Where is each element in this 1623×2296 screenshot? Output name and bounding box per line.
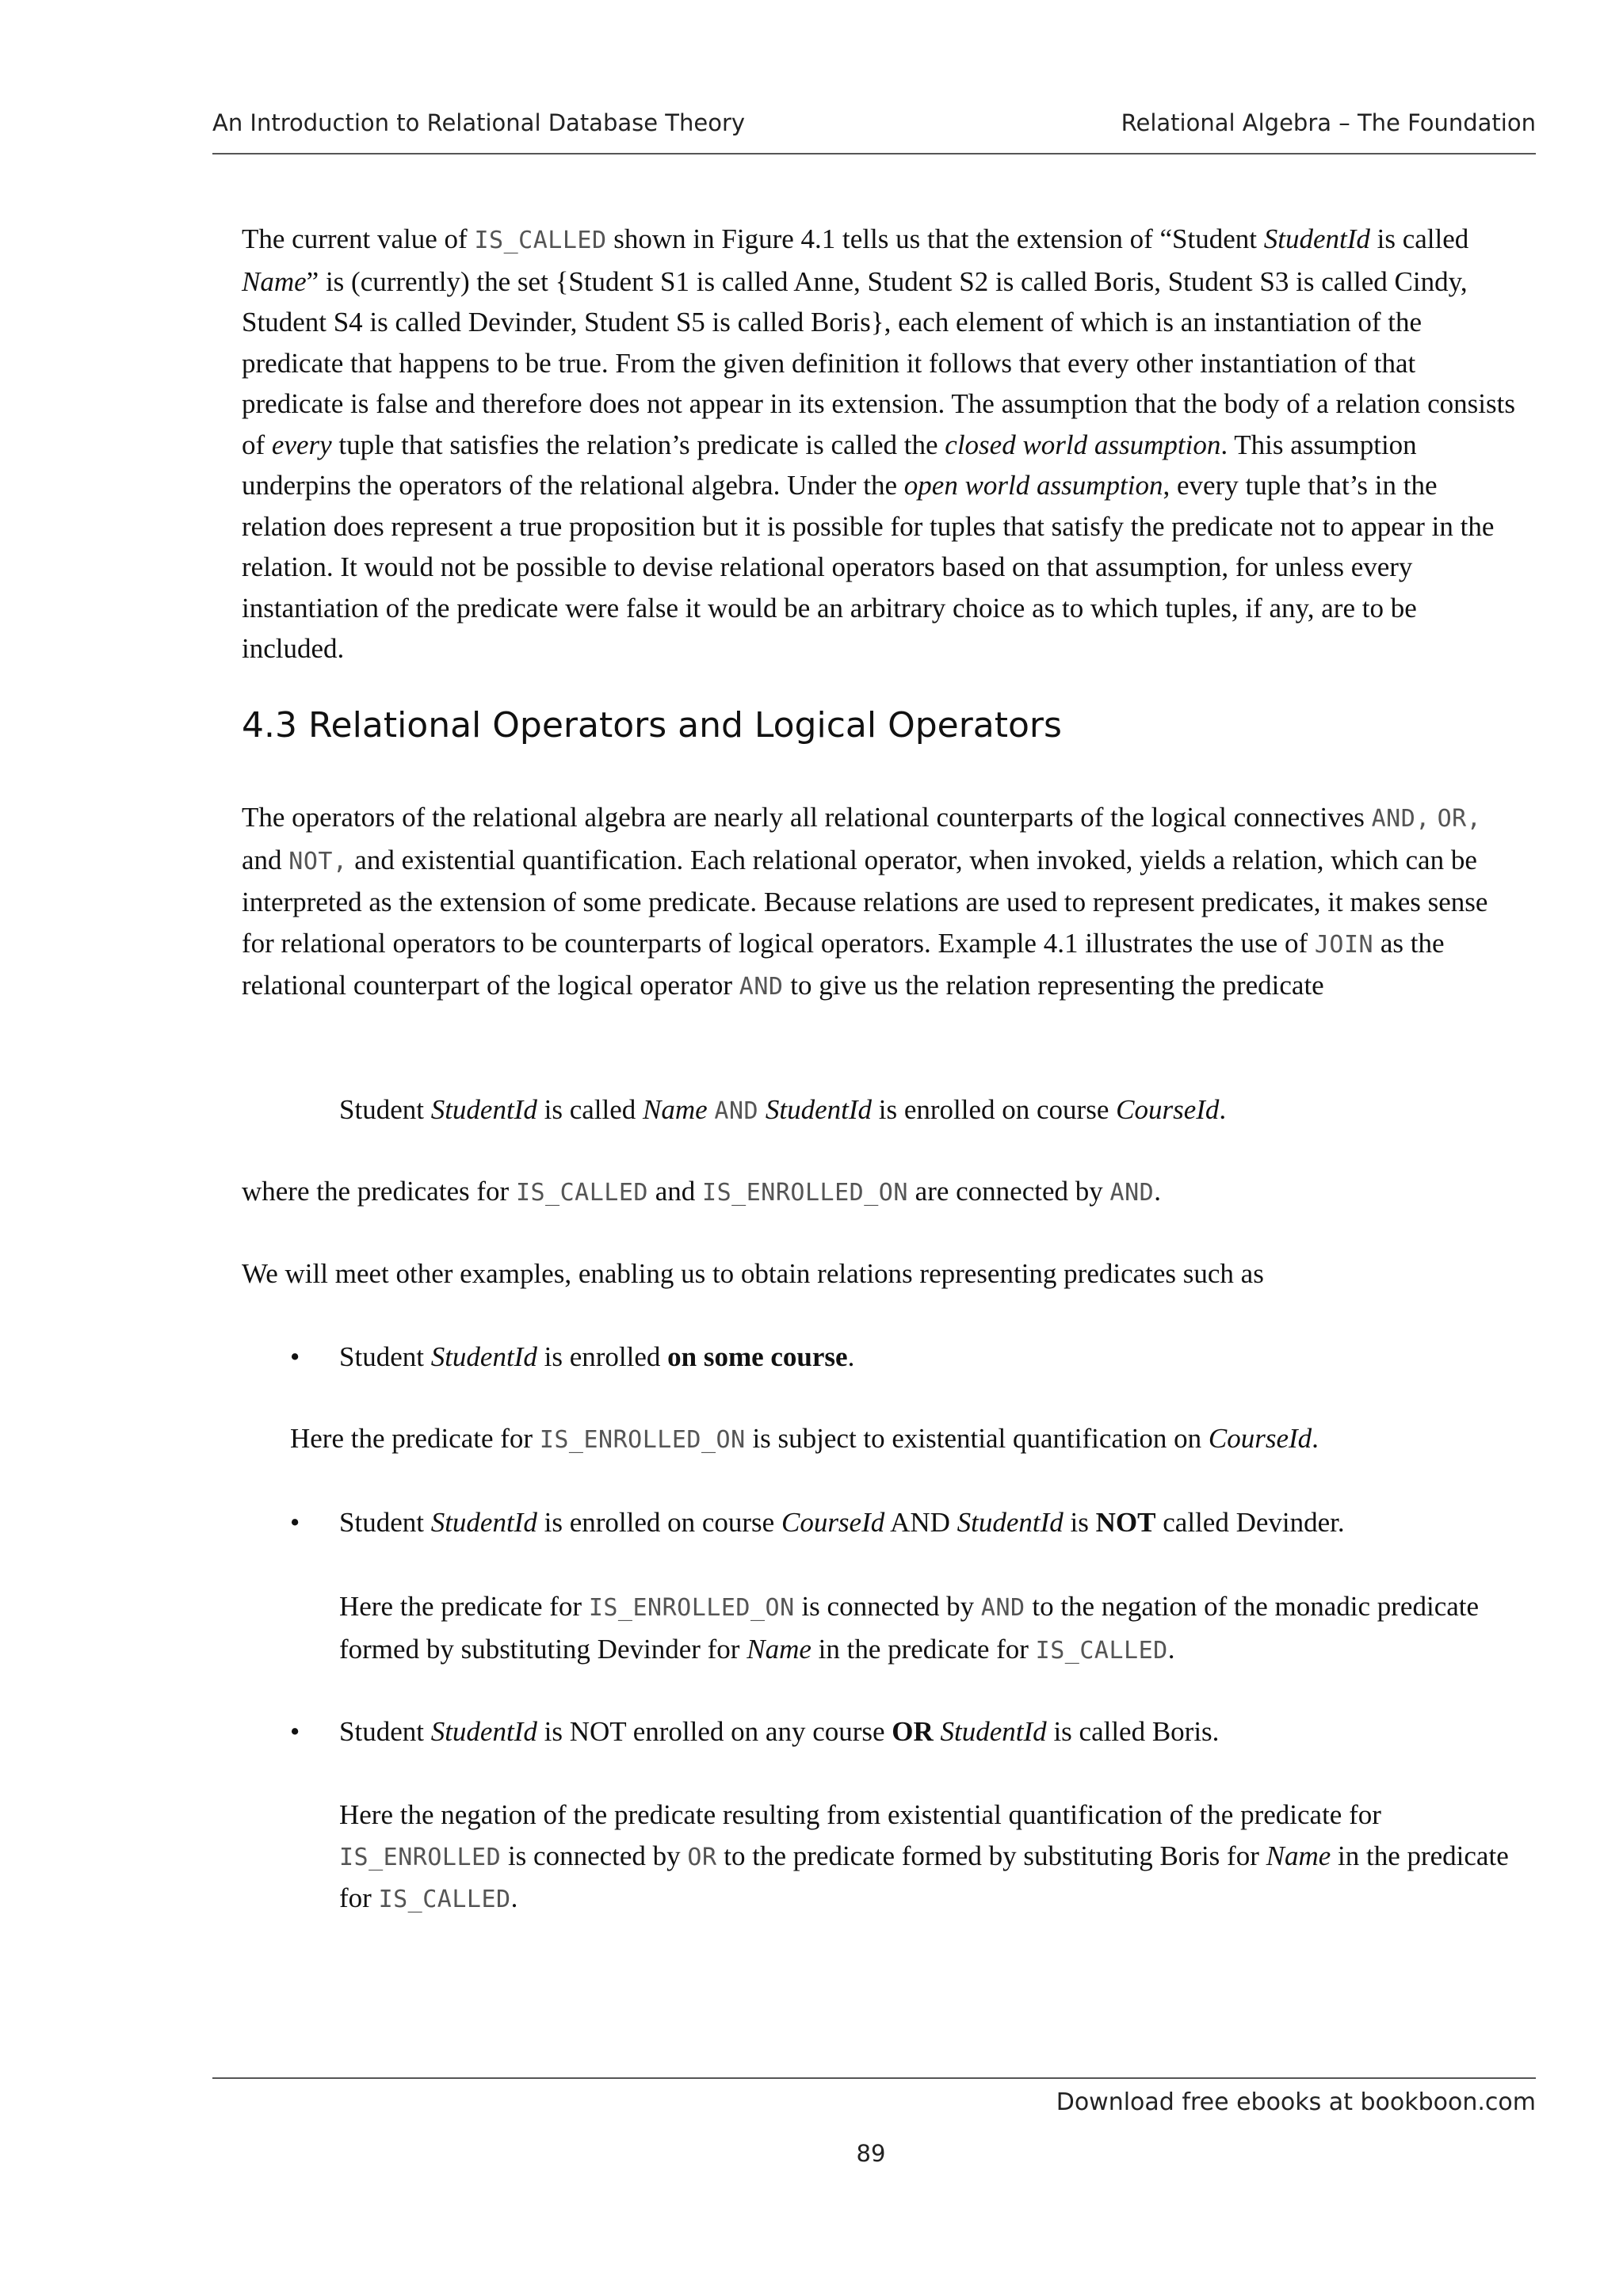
bold-term: on some course <box>667 1341 848 1372</box>
italic-term: Name <box>1266 1840 1331 1871</box>
text: to the negation of the monadic predicate formed by substituting Devinder for <box>339 1591 1480 1665</box>
text: . <box>1167 1633 1175 1665</box>
bullet-explanation <box>339 1794 1528 1920</box>
code-is-called: IS_CALLED <box>515 1179 648 1207</box>
paragraph-connected-by-and <box>242 1171 1522 1214</box>
text: Student <box>339 1094 431 1125</box>
italic-term: StudentId <box>430 1507 537 1538</box>
text: AND <box>884 1507 957 1538</box>
code-is-called: IS_CALLED <box>474 227 607 254</box>
text: , every tuple that’s in the relation does represent a true proposition but it is possible for tuples that satisfy the predicate not to appear in the relation. It would not be possible to devise relational operators based on that assumption, for unless every instantiation of the predicate were false it would be an arbitrary choice as to which tuples, if any, are to be included. <box>242 470 1495 664</box>
text <box>758 1094 766 1125</box>
code-and: AND <box>714 1097 759 1125</box>
text: where the predicates for <box>242 1176 516 1207</box>
text: . <box>510 1882 518 1913</box>
code-is-enrolled-on: IS_ENROLLED_ON <box>702 1179 908 1207</box>
code-is-called: IS_CALLED <box>1035 1636 1168 1665</box>
text: is enrolled on course <box>871 1094 1117 1125</box>
bullet-icon: • <box>290 1341 300 1372</box>
text: is connected by <box>794 1591 981 1622</box>
text: is subject to existential quantification on <box>745 1423 1209 1454</box>
code-or: OR, <box>1437 805 1482 833</box>
italic-term: open world assumption <box>903 470 1163 501</box>
text: is enrolled on course <box>537 1507 781 1538</box>
bullet-text <box>339 1502 1345 1543</box>
code-join: JOIN <box>1314 930 1374 959</box>
code-and: AND <box>1109 1179 1155 1207</box>
page-number: 89 <box>856 2140 886 2167</box>
code-and: AND <box>980 1594 1025 1622</box>
bold-term: OR <box>892 1716 934 1747</box>
text: Student <box>339 1716 431 1747</box>
text: is called <box>1369 223 1469 254</box>
italic-term: StudentId <box>765 1094 872 1125</box>
text: to give us the relation representing the predicate <box>783 970 1324 1001</box>
predicate-example <box>339 1089 1528 1132</box>
text: We will meet other examples, enabling us to obtain relations representing predicates such as <box>242 1258 1264 1289</box>
bullet-explanation <box>290 1418 1526 1461</box>
text: is enrolled <box>537 1341 668 1372</box>
paragraph-operators-intro <box>242 797 1522 1008</box>
code-and: AND <box>739 973 784 1001</box>
text: to the predicate formed by substituting Boris for <box>716 1840 1266 1871</box>
text: is NOT enrolled on any course <box>537 1716 892 1747</box>
italic-term: StudentId <box>1263 223 1370 254</box>
text: shown in Figure 4.1 tells us that the extension of “Student <box>606 223 1264 254</box>
code-not: NOT, <box>288 847 348 875</box>
code-is-enrolled: IS_ENROLLED <box>339 1843 502 1871</box>
text: Student <box>339 1507 431 1538</box>
code-or: OR <box>687 1843 717 1871</box>
text: Student <box>339 1341 431 1372</box>
text: as the relational counterpart of the logical operator <box>242 927 1445 1001</box>
text: ” is (currently) the set {Student S1 is called Anne, Student S2 is called Boris, Student S3 is called Cindy, Student S4 is called Devinder, Student S5 is called Boris}, each element of which is an instantiation of the predicate that happens to be true. From the given definition it follows that every other instantiation of that predicate is false and therefore does not appear in its extension. The assumption that the body of a relation consists of <box>242 265 1515 460</box>
italic-term: CourseId <box>1116 1094 1220 1125</box>
italic-term: StudentId <box>940 1716 1047 1747</box>
footer-divider <box>212 2077 1536 2079</box>
bullet-text <box>339 1337 854 1378</box>
italic-term: StudentId <box>430 1341 537 1372</box>
text: in the predicate for <box>811 1633 1036 1665</box>
header-divider <box>212 153 1536 154</box>
text: . <box>1154 1176 1161 1207</box>
section-heading: 4.3 Relational Operators and Logical Operators <box>242 705 1062 746</box>
text: Here the predicate for <box>339 1591 589 1622</box>
text: and <box>648 1176 703 1207</box>
text: The operators of the relational algebra are nearly all relational counterparts of the logical connectives <box>242 802 1372 833</box>
italic-term: StudentId <box>430 1716 537 1747</box>
text: Here the predicate for <box>290 1423 540 1454</box>
italic-term: Name <box>643 1094 708 1125</box>
code-is-enrolled-on: IS_ENROLLED_ON <box>539 1426 746 1454</box>
bold-term: NOT <box>1095 1507 1156 1538</box>
text: are connected by <box>907 1176 1110 1207</box>
bullet-icon: • <box>290 1507 300 1538</box>
code-and: AND, <box>1371 805 1430 833</box>
text: and <box>242 844 289 875</box>
footer-download-link[interactable]: Download free ebooks at bookboon.com <box>1056 2088 1536 2116</box>
text: . <box>847 1341 855 1372</box>
bullet-icon: • <box>290 1716 300 1747</box>
text <box>1430 802 1438 833</box>
paragraph-other-examples <box>242 1253 1522 1295</box>
italic-term: every <box>271 429 332 460</box>
italic-term: CourseId <box>781 1507 885 1538</box>
italic-term: closed world assumption <box>945 429 1221 460</box>
text: is called Boris. <box>1046 1716 1220 1747</box>
text: tuple that satisfies the relation’s predicate is called the <box>331 429 945 460</box>
text: and existential quantification. Each relational operator, when invoked, yields a relation, which can be interpreted as the extension of some predicate. Because relations are used to represent predicates, it makes sense for relational operators to be counterparts of logical operators. Example 4.1 illustrates the use of <box>242 844 1488 959</box>
text: . <box>1219 1094 1227 1125</box>
text: is called <box>537 1094 643 1125</box>
code-is-called: IS_CALLED <box>378 1886 511 1913</box>
italic-term: Name <box>747 1633 812 1665</box>
bullet-explanation <box>339 1586 1528 1671</box>
italic-term: StudentId <box>957 1507 1064 1538</box>
italic-term: CourseId <box>1208 1423 1312 1454</box>
paragraph-closed-world <box>242 219 1522 669</box>
italic-term: Name <box>242 265 307 297</box>
text: is <box>1063 1507 1096 1538</box>
header-chapter-title: Relational Algebra – The Foundation <box>1121 109 1536 136</box>
text: . <box>1312 1423 1319 1454</box>
bullet-text <box>339 1711 1219 1753</box>
text: is connected by <box>501 1840 688 1871</box>
text: The current value of <box>242 223 475 254</box>
text: . This assumption underpins the operators of the relational algebra. Under the <box>242 429 1417 501</box>
text: in the predicate for <box>339 1840 1509 1913</box>
text <box>934 1716 941 1747</box>
text: called Devinder. <box>1155 1507 1345 1538</box>
code-is-enrolled-on: IS_ENROLLED_ON <box>588 1594 795 1622</box>
text: Here the negation of the predicate resulting from existential quantification of the predicate for <box>339 1799 1381 1830</box>
header-book-title: An Introduction to Relational Database Theory <box>212 109 746 136</box>
italic-term: StudentId <box>430 1094 537 1125</box>
